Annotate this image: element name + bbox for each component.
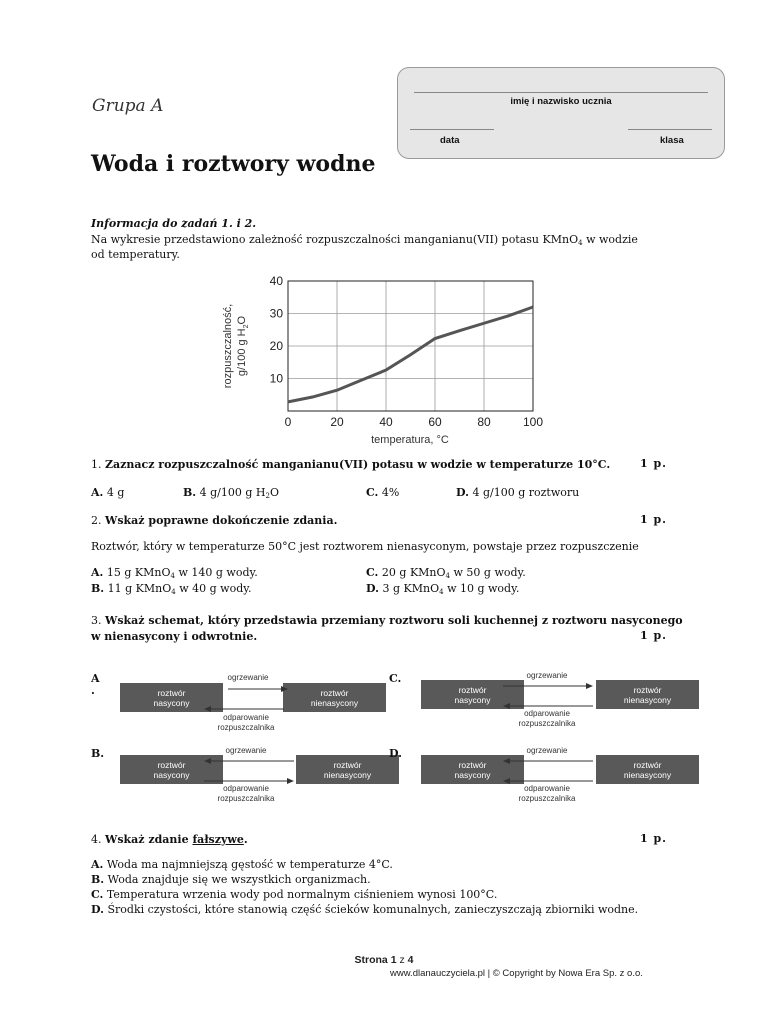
scheme-c-top-label: ogrzewanie xyxy=(526,671,568,680)
q3-text-line2: w nienasycony i odwrotnie. xyxy=(91,630,258,643)
scheme-d-left-box: roztwór nasycony xyxy=(421,755,524,784)
q2-option-c[interactable]: C. 20 g KMnO$_4$ w 50 g wody. xyxy=(366,566,526,580)
q4-text: 4. Wskaż zdanie fałszywe. xyxy=(91,833,248,846)
scheme-a-left-arrow xyxy=(204,705,284,713)
class-line xyxy=(628,129,712,130)
scheme-a-top-label: ogrzewanie xyxy=(227,673,269,682)
y-tick-label: 10 xyxy=(269,371,283,386)
q3-points: 1 p. xyxy=(640,629,668,642)
q2-stem: Roztwór, który w temperaturze 50°C jest roztworem nienasyconym, powstaje przez rozpuszczenie xyxy=(91,540,639,553)
student-info-box xyxy=(397,67,725,159)
y-axis-label-line2: g/100 g $H_2O$ xyxy=(236,315,250,377)
q4-option-c[interactable]: C. Temperatura wrzenia wody pod normalnym ciśnieniem wynosi 100°C. xyxy=(91,888,498,901)
scheme-c-right-arrow xyxy=(503,682,593,690)
x-tick-label: 20 xyxy=(330,415,344,429)
scheme-a-bottom-label: odparowanie rozpuszczalnika xyxy=(217,713,275,732)
scheme-a-letter[interactable]: A xyxy=(91,672,100,685)
q2-option-a[interactable]: A. 15 g KMnO$_4$ w 140 g wody. xyxy=(91,566,258,580)
q1-option-c[interactable]: C. 4% xyxy=(366,486,400,499)
x-tick-label: 60 xyxy=(428,415,442,429)
y-tick-label: 30 xyxy=(269,306,283,321)
q1-option-b[interactable]: B. 4 g/100 g $H_2O$ xyxy=(183,486,280,500)
x-tick-label: 100 xyxy=(522,415,544,429)
page-title: Woda i roztwory wodne xyxy=(91,151,376,177)
x-tick-label: 40 xyxy=(379,415,393,429)
y-tick-label: 20 xyxy=(269,339,283,353)
q4-points: 1 p. xyxy=(640,832,668,845)
group-label: Grupa A xyxy=(92,96,164,116)
scheme-b-left-arrow-top xyxy=(204,757,294,765)
q2-text: 2. Wskaż poprawne dokończenie zdania. xyxy=(91,514,338,527)
q1-points: 1 p. xyxy=(640,457,668,470)
name-line xyxy=(414,92,708,93)
y-axis-label xyxy=(222,304,250,388)
scheme-a-left-box: roztwór nasycony xyxy=(120,683,223,712)
scheme-c-bottom-label: odparowanie rozpuszczalnika xyxy=(518,709,576,728)
q2-option-b[interactable]: B. 11 g KMnO$_4$ w 40 g wody. xyxy=(91,582,252,596)
x-axis-label: temperatura, °C xyxy=(371,434,449,446)
scheme-d-bottom-label: odparowanie rozpuszczalnika xyxy=(518,784,576,803)
class-label: klasa xyxy=(660,135,684,146)
q4-option-a[interactable]: A. Woda ma najmniejszą gęstość w temperaturze 4°C. xyxy=(91,858,393,871)
scheme-d-letter[interactable]: D. xyxy=(389,747,402,760)
scheme-a-dot: . xyxy=(91,684,95,697)
y-axis-label-line1: rozpuszczalność, xyxy=(222,303,234,389)
q4-option-d[interactable]: D. Środki czystości, które stanowią część ścieków komunalnych, zanieczyszczają zbiorniki wodne. xyxy=(91,903,639,916)
solubility-chart xyxy=(200,268,550,450)
q2-points: 1 p. xyxy=(640,513,668,526)
scheme-c-left-box: roztwór nasycony xyxy=(421,680,524,709)
q1-option-a[interactable]: A. 4 g xyxy=(91,486,125,499)
q1-text: 1. Zaznacz rozpuszczalność manganianu(VII) potasu w wodzie w temperaturze 10°C. xyxy=(91,458,611,471)
q3-text-line1: 3. Wskaż schemat, który przedstawia przemiany roztworu soli kuchennej z roztworu nasyconego xyxy=(91,614,683,627)
q4-option-b[interactable]: B. Woda znajduje się we wszystkich organizmach. xyxy=(91,873,371,886)
scheme-d-top-label: ogrzewanie xyxy=(526,746,568,755)
y-tick-label: 40 xyxy=(269,274,283,288)
scheme-d-right-box: roztwór nienasycony xyxy=(596,755,699,784)
copyright-footer: www.dlanauczyciela.pl | © Copyright by Nowa Era Sp. z o.o. xyxy=(390,968,643,979)
scheme-b-right-box: roztwór nienasycony xyxy=(296,755,399,784)
q1-option-d[interactable]: D. 4 g/100 g roztworu xyxy=(456,486,580,499)
q2-option-d[interactable]: D. 3 g KMnO$_4$ w 10 g wody. xyxy=(366,582,520,596)
scheme-b-left-box: roztwór nasycony xyxy=(120,755,223,784)
info-heading: Informacja do zadań 1. i 2. xyxy=(91,217,257,230)
scheme-a-right-box: roztwór nienasycony xyxy=(283,683,386,712)
scheme-c-letter[interactable]: C. xyxy=(389,672,402,685)
name-label: imię i nazwisko ucznia xyxy=(510,96,612,107)
scheme-c-right-box: roztwór nienasycony xyxy=(596,680,699,709)
scheme-a-right-arrow xyxy=(228,685,288,693)
page-number: Strona 1 z 4 xyxy=(354,954,414,966)
date-line xyxy=(410,129,494,130)
info-text-line1: Na wykresie przedstawiono zależność rozpuszczalności manganianu(VII) potasu KMnO$_4$ w wodzie xyxy=(91,233,638,247)
scheme-d-left-arrow-top xyxy=(503,757,593,765)
scheme-b-letter[interactable]: B. xyxy=(91,747,105,760)
info-text-line2: od temperatury. xyxy=(91,248,180,261)
x-tick-label: 0 xyxy=(284,415,292,429)
scheme-b-top-label: ogrzewanie xyxy=(225,746,267,755)
date-label: data xyxy=(440,135,460,146)
solubility-series-line xyxy=(288,307,533,402)
scheme-b-bottom-label: odparowanie rozpuszczalnika xyxy=(217,784,275,803)
x-tick-label: 80 xyxy=(477,415,491,429)
